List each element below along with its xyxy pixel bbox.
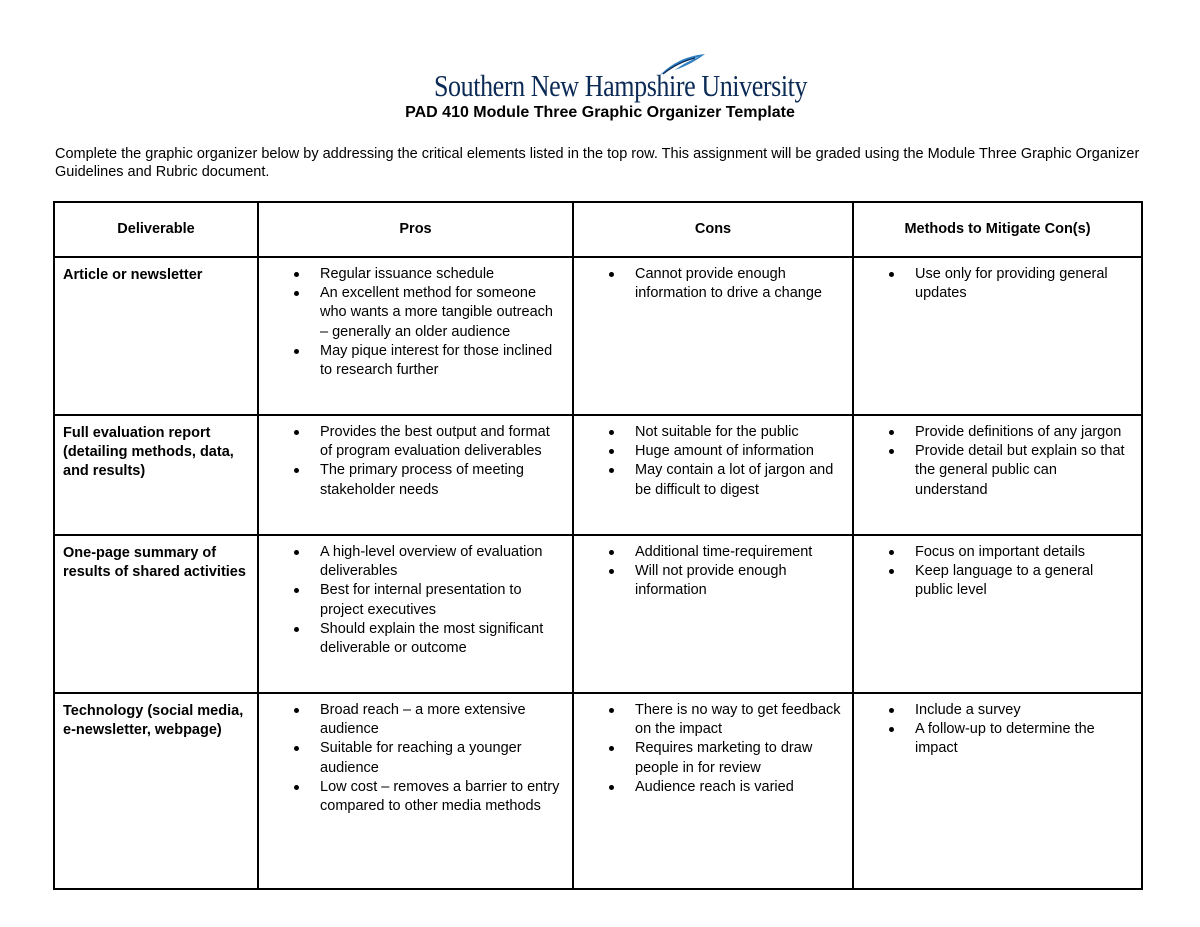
list-item: Additional time-requirement [574, 543, 844, 562]
methods-cell [853, 535, 1142, 693]
methods-list [854, 258, 1141, 307]
table-header-row [54, 202, 1142, 257]
table-row [54, 415, 1142, 535]
list-item: Suitable for reaching a younger audience [259, 739, 564, 777]
cons-list [574, 416, 852, 504]
cons-list [574, 694, 852, 801]
list-item: A high-level overview of evaluation deliverables [259, 543, 564, 581]
deliverable-cell: Technology (social media, e-newsletter, webpage) [54, 693, 258, 889]
deliverable-cell: Article or newsletter [54, 257, 258, 415]
list-item: May contain a lot of jargon and be difficult to digest [574, 461, 844, 499]
table-row [54, 535, 1142, 693]
pros-cell [258, 257, 573, 415]
list-item: Provide definitions of any jargon [854, 423, 1133, 442]
list-item: Will not provide enough information [574, 562, 844, 600]
list-item: A follow-up to determine the impact [854, 720, 1133, 758]
methods-list [854, 416, 1141, 504]
methods-cell [853, 257, 1142, 415]
methods-cell [853, 415, 1142, 535]
list-item: Audience reach is varied [574, 778, 844, 797]
methods-cell [853, 693, 1142, 889]
document-title: PAD 410 Module Three Graphic Organizer Template [405, 104, 795, 121]
list-item: Provide detail but explain so that the general public can understand [854, 442, 1133, 500]
list-item: Use only for providing general updates [854, 265, 1133, 303]
list-item: Cannot provide enough information to drive a change [574, 265, 844, 303]
list-item: Provides the best output and format of program evaluation deliverables [259, 423, 564, 461]
pros-list [259, 416, 572, 504]
feather-icon [657, 52, 707, 78]
table-row [54, 257, 1142, 415]
list-item: Huge amount of information [574, 442, 844, 461]
graphic-organizer-table [53, 201, 1143, 890]
list-item: Keep language to a general public level [854, 562, 1133, 600]
pros-cell [258, 415, 573, 535]
list-item: Broad reach – a more extensive audience [259, 701, 564, 739]
university-logo [434, 52, 808, 104]
cons-list [574, 258, 852, 307]
pros-list [259, 536, 572, 662]
pros-list [259, 694, 572, 820]
list-item: There is no way to get feedback on the impact [574, 701, 844, 739]
list-item: Requires marketing to draw people in for review [574, 739, 844, 777]
cons-cell [573, 693, 853, 889]
list-item: The primary process of meeting stakeholder needs [259, 461, 564, 499]
header-deliverable: Deliverable [54, 202, 258, 257]
header-methods: Methods to Mitigate Con(s) [853, 202, 1142, 257]
methods-list [854, 694, 1141, 763]
list-item: Focus on important details [854, 543, 1133, 562]
pros-list [259, 258, 572, 384]
list-item: Should explain the most significant deliverable or outcome [259, 620, 564, 658]
list-item: Regular issuance schedule [259, 265, 564, 284]
list-item: Low cost – removes a barrier to entry compared to other media methods [259, 778, 564, 816]
table-row [54, 693, 1142, 889]
list-item: An excellent method for someone who wants a more tangible outreach – generally an older audience [259, 284, 564, 342]
pros-cell [258, 535, 573, 693]
deliverable-cell: One-page summary of results of shared activities [54, 535, 258, 693]
list-item: May pique interest for those inclined to research further [259, 342, 564, 380]
instructions-text: Complete the graphic organizer below by addressing the critical elements listed in the top row. This assignment will be graded using the Module Three Graphic Organizer Guidelines and Rubric document. [55, 146, 1140, 180]
university-name: Southern New Hampshire University [434, 68, 808, 103]
methods-list [854, 536, 1141, 605]
cons-cell [573, 535, 853, 693]
cons-cell [573, 415, 853, 535]
list-item: Not suitable for the public [574, 423, 844, 442]
cons-list [574, 536, 852, 605]
deliverable-cell: Full evaluation report (detailing methods, data, and results) [54, 415, 258, 535]
cons-cell [573, 257, 853, 415]
list-item: Best for internal presentation to project executives [259, 581, 564, 619]
list-item: Include a survey [854, 701, 1133, 720]
header-pros: Pros [258, 202, 573, 257]
header-cons: Cons [573, 202, 853, 257]
pros-cell [258, 693, 573, 889]
